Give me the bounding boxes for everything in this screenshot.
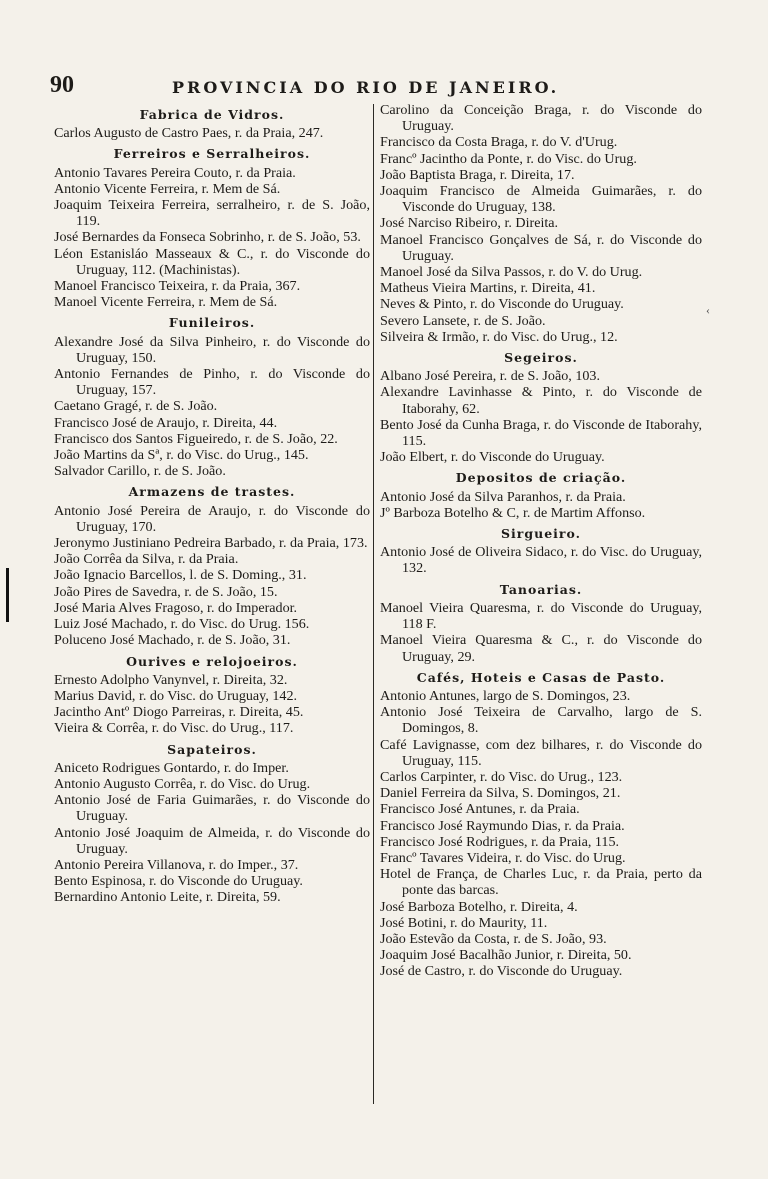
directory-entry: Hotel de França, de Charles Luc, r. da Praia, perto da ponte das barcas. — [380, 866, 702, 899]
directory-section — [54, 107, 370, 141]
directory-entry: José de Castro, r. do Visconde do Uruguay. — [380, 963, 623, 980]
directory-entry: Alexandre José da Silva Pinheiro, r. do Visconde do Uruguay, 150. — [54, 333, 370, 366]
directory-entry: Manoel Francisco Gonçalves de Sá, r. do Visconde do Uruguay. — [380, 231, 702, 264]
directory-entry: Antonio Vicente Ferreira, r. Mem de Sá. — [54, 180, 281, 197]
directory-entry: Manoel José da Silva Passos, r. do V. do Urug. — [380, 264, 643, 281]
directory-entry: Carlos Carpinter, r. do Visc. do Urug., 123. — [380, 768, 623, 785]
directory-entry: Jº Barboza Botelho & C, r. de Martim Affonso. — [380, 504, 646, 521]
margin-mark — [6, 568, 9, 622]
directory-entry: João Corrêa da Silva, r. da Praia. — [54, 551, 239, 568]
directory-entry: Joaquim Francisco de Almeida Guimarães, r. do Visconde do Uruguay, 138. — [380, 183, 702, 216]
section-title: Ferreiros e Serralheiros. — [113, 146, 311, 162]
directory-entry: Francº Tavares Videira, r. do Visc. do Urug. — [380, 849, 626, 866]
directory-entry: Antonio Tavares Pereira Couto, r. da Praia. — [54, 164, 296, 181]
directory-entry: Carlos Augusto de Castro Paes, r. da Praia, 247. — [54, 125, 324, 142]
section-title: Cafés, Hoteis e Casas de Pasto. — [416, 669, 666, 685]
directory-entry: Francisco dos Santos Figueiredo, r. de S. João, 22. — [54, 430, 338, 447]
directory-entry: Francisco José Rodrigues, r. da Praia, 115. — [380, 833, 620, 850]
directory-entry: Luiz José Machado, r. do Visc. do Urug. 156. — [54, 616, 310, 633]
directory-entry: Antonio Antunes, largo de S. Domingos, 23. — [380, 687, 631, 704]
directory-section — [380, 102, 702, 345]
directory-entry: Bento Espinosa, r. do Visconde do Uruguay. — [54, 873, 303, 890]
left-column — [54, 102, 370, 906]
directory-section — [54, 315, 370, 479]
running-head: PROVINCIA DO RIO DE JANEIRO. — [172, 78, 560, 97]
directory-section — [54, 484, 370, 648]
directory-entry: Neves & Pinto, r. do Visconde do Uruguay. — [380, 296, 624, 313]
directory-entry: Aniceto Rodrigues Gontardo, r. do Imper. — [54, 759, 289, 776]
directory-entry: Albano José Pereira, r. de S. João, 103. — [380, 368, 600, 385]
directory-entry: Jeronymo Justiniano Pedreira Barbado, r. da Praia, 173. — [54, 535, 368, 552]
directory-entry: Café Lavignasse, com dez bilhares, r. do Visconde do Uruguay, 115. — [380, 736, 702, 769]
directory-entry: Manoel Vieira Quaresma & C., r. do Visconde do Uruguay, 29. — [380, 632, 702, 665]
directory-entry: Antonio José Joaquim de Almeida, r. do Visconde do Uruguay. — [54, 824, 370, 857]
directory-entry: João Pires de Savedra, r. de S. João, 15. — [54, 583, 278, 600]
directory-entry: Poluceno José Machado, r. de S. João, 31. — [54, 632, 291, 649]
margin-tick: ‹ — [706, 303, 710, 317]
directory-entry: Daniel Ferreira da Silva, S. Domingos, 21. — [380, 785, 621, 802]
directory-entry: Francisco José Antunes, r. da Praia. — [380, 801, 580, 818]
directory-entry: Severo Lansete, r. de S. João. — [380, 312, 546, 329]
directory-entry: Marius David, r. do Visc. do Uruguay, 142. — [54, 687, 298, 704]
directory-entry: João Elbert, r. do Visconde do Uruguay. — [380, 449, 605, 466]
directory-entry: Manoel Vicente Ferreira, r. Mem de Sá. — [54, 294, 278, 311]
directory-entry: José Narciso Ribeiro, r. Direita. — [380, 215, 559, 232]
directory-entry: João Martins da Sª, r. do Visc. do Urug., 145. — [54, 447, 309, 464]
directory-entry: Alexandre Lavinhasse & Pinto, r. do Visconde de Itaborahy, 62. — [380, 384, 702, 417]
directory-entry: Caetano Gragé, r. de S. João. — [54, 398, 218, 415]
section-title: Funileiros. — [168, 315, 256, 331]
directory-entry: Antonio José Teixeira de Carvalho, largo de S. Domingos, 8. — [380, 704, 702, 737]
section-title: Sapateiros. — [167, 741, 257, 757]
directory-section — [54, 742, 370, 906]
directory-entry: Manoel Vieira Quaresma, r. do Visconde do Uruguay, 118 F. — [380, 599, 702, 633]
directory-entry: Francisco da Costa Braga, r. do V. d'Urug. — [380, 134, 618, 151]
directory-entry: José Barboza Botelho, r. Direita, 4. — [380, 898, 578, 915]
directory-entry: Antonio José Pereira de Araujo, r. do Visconde do Uruguay, 170. — [54, 502, 370, 535]
directory-section — [380, 526, 702, 577]
directory-entry: Joaquim José Bacalhão Junior, r. Direita, 50. — [380, 947, 632, 964]
directory-section — [380, 350, 702, 465]
directory-entry: Vieira & Corrêa, r. do Visc. do Urug., 117. — [54, 720, 294, 737]
section-title: Tanoarias. — [499, 581, 583, 597]
page-number: 90 — [50, 72, 74, 98]
directory-entry: José Maria Alves Fragoso, r. do Imperador. — [54, 599, 298, 616]
section-title: Depositos de criação. — [455, 470, 627, 486]
section-title: Fabrica de Vidros. — [139, 107, 285, 122]
directory-entry: João Estevão da Costa, r. de S. João, 93. — [380, 930, 607, 947]
section-title: Segeiros. — [504, 350, 578, 366]
directory-entry: João Ignacio Barcellos, l. de S. Doming., 31. — [54, 567, 307, 584]
directory-entry: Antonio José de Oliveira Sidaco, r. do Visc. do Uruguay, 132. — [380, 544, 702, 577]
directory-entry: Francisco José Raymundo Dias, r. da Praia. — [380, 817, 625, 834]
directory-section — [54, 146, 370, 310]
directory-section — [54, 654, 370, 737]
directory-entry: Manoel Francisco Teixeira, r. da Praia, 367. — [54, 278, 301, 295]
directory-entry: Antonio José de Faria Guimarães, r. do Visconde do Uruguay. — [54, 792, 370, 825]
directory-entry: Bernardino Antonio Leite, r. Direita, 59. — [54, 889, 281, 906]
directory-entry: Carolino da Conceição Braga, r. do Visconde do Uruguay. — [380, 102, 702, 135]
section-title: Sirgueiro. — [501, 526, 581, 542]
directory-entry: Bento José da Cunha Braga, r. do Visconde de Itaborahy, 115. — [380, 416, 702, 450]
directory-entry: Léon Estanisláo Masseaux & C., r. do Visconde do Uruguay, 112. (Machinistas). — [54, 245, 370, 278]
directory-entry: Antonio José da Silva Paranhos, r. da Praia. — [380, 488, 626, 505]
directory-entry: José Bernardes da Fonseca Sobrinho, r. de S. João, 53. — [54, 229, 361, 246]
directory-entry: Joaquim Teixeira Ferreira, serralheiro, r. de S. João, 119. — [54, 197, 370, 230]
column-divider — [373, 104, 374, 1104]
directory-entry: João Baptista Braga, r. Direita, 17. — [380, 166, 575, 183]
directory-entry: Antonio Augusto Corrêa, r. do Visc. do Urug. — [54, 775, 311, 792]
directory-entry: Ernesto Adolpho Vanynvel, r. Direita, 32. — [54, 671, 288, 688]
section-title: Ourives e relojoeiros. — [126, 653, 298, 669]
directory-section — [380, 670, 702, 980]
directory-entry: Jacintho Antº Diogo Parreiras, r. Direita, 45. — [54, 704, 304, 721]
directory-entry: Matheus Vieira Martins, r. Direita, 41. — [380, 280, 596, 297]
directory-entry: Silveira & Irmão, r. do Visc. do Urug., 12. — [380, 328, 618, 345]
directory-entry: Antonio Pereira Villanova, r. do Imper., 37. — [54, 856, 299, 873]
directory-section — [380, 470, 702, 521]
right-column — [380, 102, 702, 980]
directory-entry: Francº Jacintho da Ponte, r. do Visc. do Urug. — [380, 150, 637, 167]
directory-entry: Salvador Carillo, r. de S. João. — [54, 463, 226, 480]
directory-entry: Antonio Fernandes de Pinho, r. do Visconde do Uruguay, 157. — [54, 366, 370, 399]
directory-section — [380, 582, 702, 665]
directory-entry: Francisco José de Araujo, r. Direita, 44. — [54, 414, 278, 431]
directory-entry: José Botini, r. do Maurity, 11. — [380, 914, 548, 931]
section-title: Armazens de trastes. — [128, 484, 296, 500]
